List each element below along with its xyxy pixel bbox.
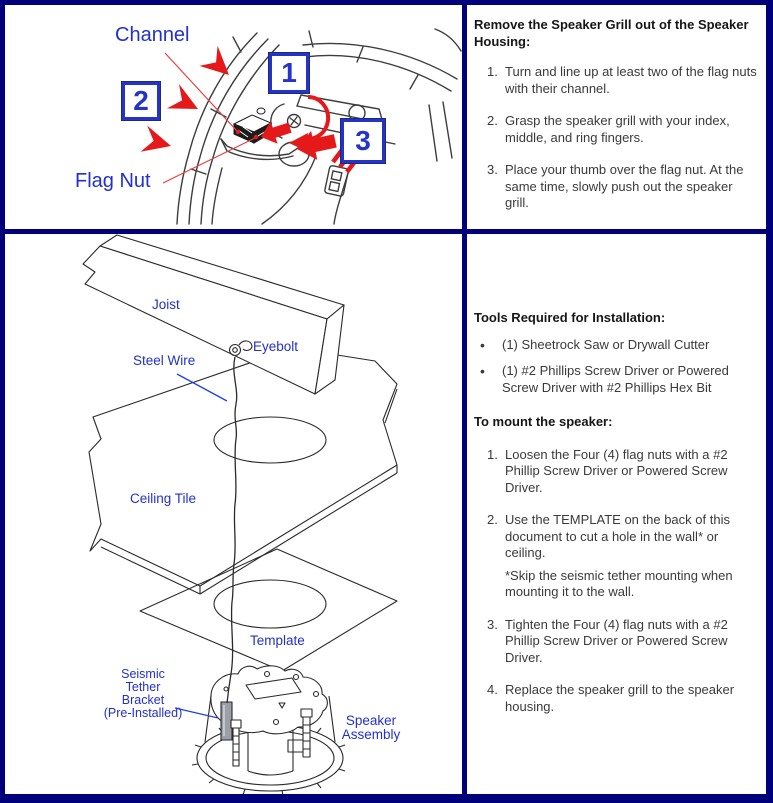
list-item (487, 162, 758, 212)
step-text (505, 512, 757, 601)
label-line: Speaker (345, 713, 397, 728)
steel-wire-label: Steel Wire (133, 353, 196, 368)
step-text: Turn and line up at least two of the flag nuts with their channel. (505, 64, 757, 96)
step-number: 3. (487, 162, 498, 177)
list-item (487, 682, 758, 715)
step-number: 2. (487, 512, 498, 527)
list-item (487, 113, 758, 146)
step-number: 1. (487, 446, 498, 462)
eyebolt-label: Eyebolt (253, 339, 299, 354)
step-number: 1. (487, 64, 498, 79)
label-line: Assembly (341, 727, 401, 742)
tool-text: (1) #2 Phillips Screw Driver or Powered Screw Driver with #2 Phillips Hex Bit (502, 363, 729, 395)
step-number: 4. (487, 682, 498, 697)
step-marker-2: 2 (122, 82, 160, 120)
ceiling-tile-label: Ceiling Tile (130, 491, 197, 506)
joist-label: Joist (152, 297, 180, 312)
label-line: Tether (125, 680, 161, 694)
step-marker-3: 3 (341, 119, 385, 163)
label-line: (Pre-Installed) (103, 706, 183, 720)
flag-nut-label: Flag Nut (75, 170, 151, 192)
list-item (487, 447, 758, 497)
template-label: Template (250, 633, 305, 648)
list-item (480, 363, 758, 396)
red-annotations (141, 45, 356, 183)
tools-heading: Tools Required for Installation: (474, 310, 666, 325)
step-number: 3. (487, 616, 498, 632)
step-note: *Skip the seismic tether mounting when mounting it to the wall. (505, 567, 733, 599)
step-number: 2. (487, 113, 498, 128)
channel-label: Channel (115, 24, 190, 46)
list-item (480, 337, 758, 354)
list-item (487, 617, 758, 667)
label-line: Bracket (121, 693, 165, 707)
step-text-main: Use the TEMPLATE on the back of this document to cut a hole in the wall* or ceiling. (505, 512, 730, 560)
rim-arrow-icon (141, 125, 174, 157)
mount-steps-list (474, 447, 758, 716)
step-text: Tighten the Four (4) flag nuts with a #2 Phillip Screw Driver or Powered Screw Driver. (505, 616, 728, 665)
speaker-assembly-label (335, 714, 407, 742)
grill-removal-diagram (5, 5, 462, 229)
removal-instructions-panel (467, 5, 766, 229)
list-item (487, 512, 758, 601)
push-arrow-icon (294, 126, 338, 163)
tools-list (474, 337, 758, 397)
mounting-line-art (5, 234, 462, 794)
step-text: Place your thumb over the flag nut. At the same time, slowly push out the speaker grill. (505, 162, 744, 210)
bullet-icon: • (480, 363, 485, 379)
step-text: Replace the speaker grill to the speaker housing. (505, 682, 735, 714)
mounting-instructions-panel (467, 234, 766, 794)
removal-steps-list (474, 64, 758, 212)
list-item (487, 64, 758, 97)
step-marker-1: 1 (269, 53, 309, 93)
seismic-tether-bracket-label (93, 668, 193, 720)
mounting-exploded-diagram (5, 234, 462, 794)
step-text: Loosen the Four (4) flag nuts with a #2 Phillip Screw Driver or Powered Screw Driver. (505, 446, 728, 495)
grill-removal-line-art (5, 5, 462, 229)
bullet-icon: • (480, 336, 485, 353)
label-line: Seismic (121, 667, 165, 681)
rim-arrow-icon (199, 45, 238, 84)
removal-heading: Remove the Speaker Grill out of the Speaker Housing: (474, 17, 749, 49)
mount-heading: To mount the speaker: (474, 414, 613, 429)
flag-nut-leader-line (163, 138, 255, 183)
tool-text: (1) Sheetrock Saw or Drywall Cutter (502, 336, 710, 352)
speaker-assembly-drawing (192, 666, 345, 794)
rotation-arrow-icon (302, 97, 328, 139)
step-text: Grasp the speaker grill with your index, middle, and ring fingers. (505, 113, 730, 145)
